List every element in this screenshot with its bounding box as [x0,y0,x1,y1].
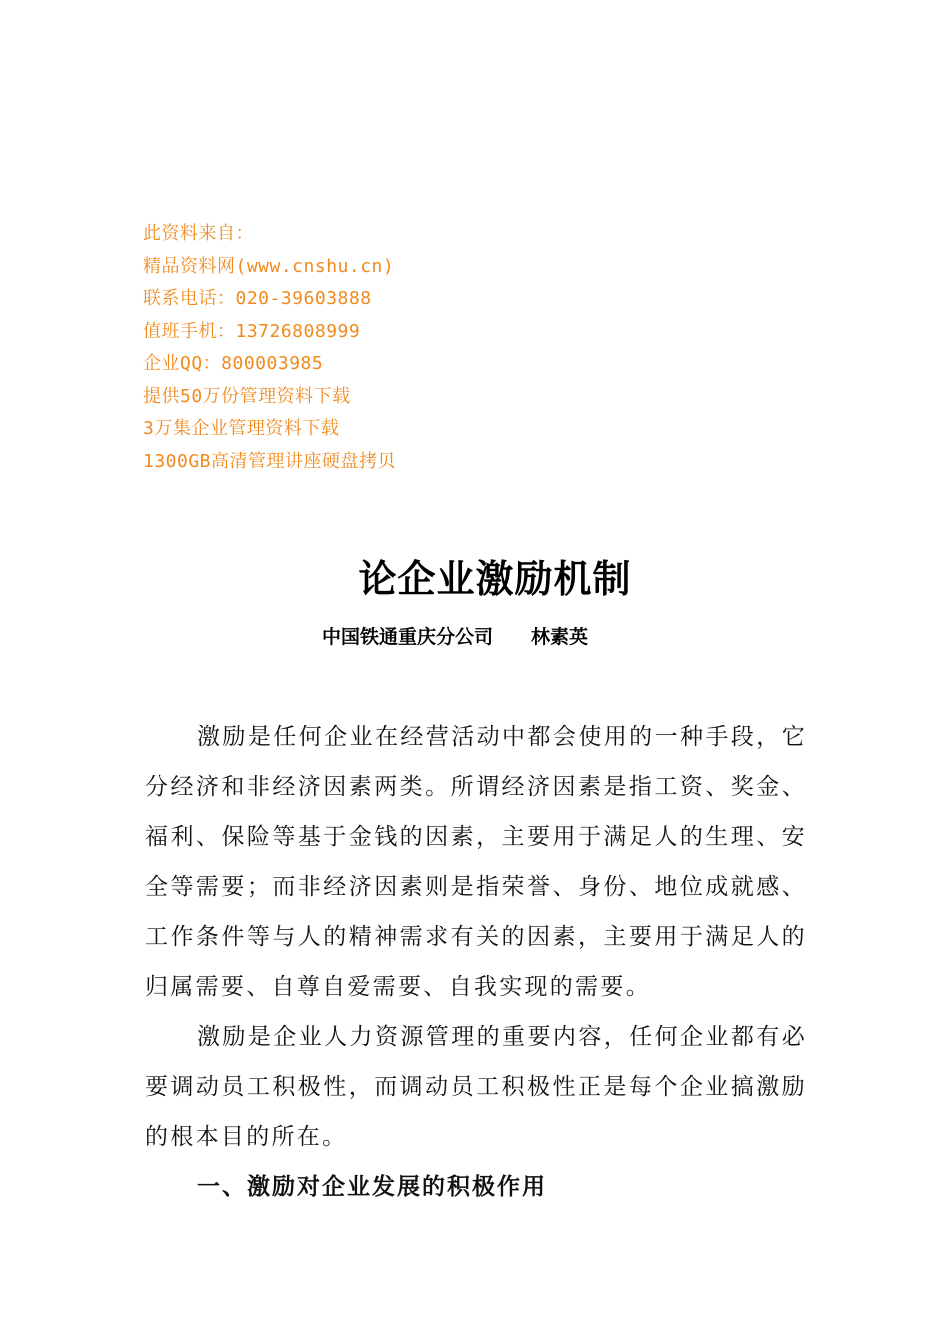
document-title: 论企业激励机制 [358,557,632,601]
body-paragraph: 激励是企业人力资源管理的重要内容，任何企业都有必要调动员工积极性，而调动员工积极性正是每个企业搞激励的根本目的所在。 [145,1024,807,1150]
author-organization: 中国铁通重庆分公司 [322,626,494,648]
body-paragraph: 激励是任何企业在经营活动中都会使用的一种手段，它分经济和非经济因素两类。所谓经济因素是指工资、奖金、福利、保险等基于金钱的因素，主要用于满足人的生理、安全等需要；而非经济因素则是指荣誉、身份、地位成就感、工作条件等与人的精神需求有关的因素，主要用于满足人的归属需要、自尊自爱需要、自我实现的需要。 [145,724,807,1000]
source-line-phone: 联系电话：020-39603888 [143,288,372,309]
section-heading: 一、激励对企业发展的积极作用 [197,1173,547,1200]
source-line: 1300GB高清管理讲座硬盘拷贝 [143,450,397,472]
byline [322,622,588,649]
document-body [145,712,807,1212]
source-line-website: 精品资料网(www.cnshu.cn) [143,255,395,277]
source-line: 此资料来自： [143,223,254,244]
source-line: 提供50万份管理资料下载 [143,385,351,407]
source-line-mobile: 值班手机：13726808999 [143,320,361,342]
author-name: 林素英 [531,626,589,648]
source-info-block [143,218,563,478]
source-line: 3万集企业管理资料下载 [143,418,340,439]
source-line-qq: 企业QQ：800003985 [143,353,324,374]
